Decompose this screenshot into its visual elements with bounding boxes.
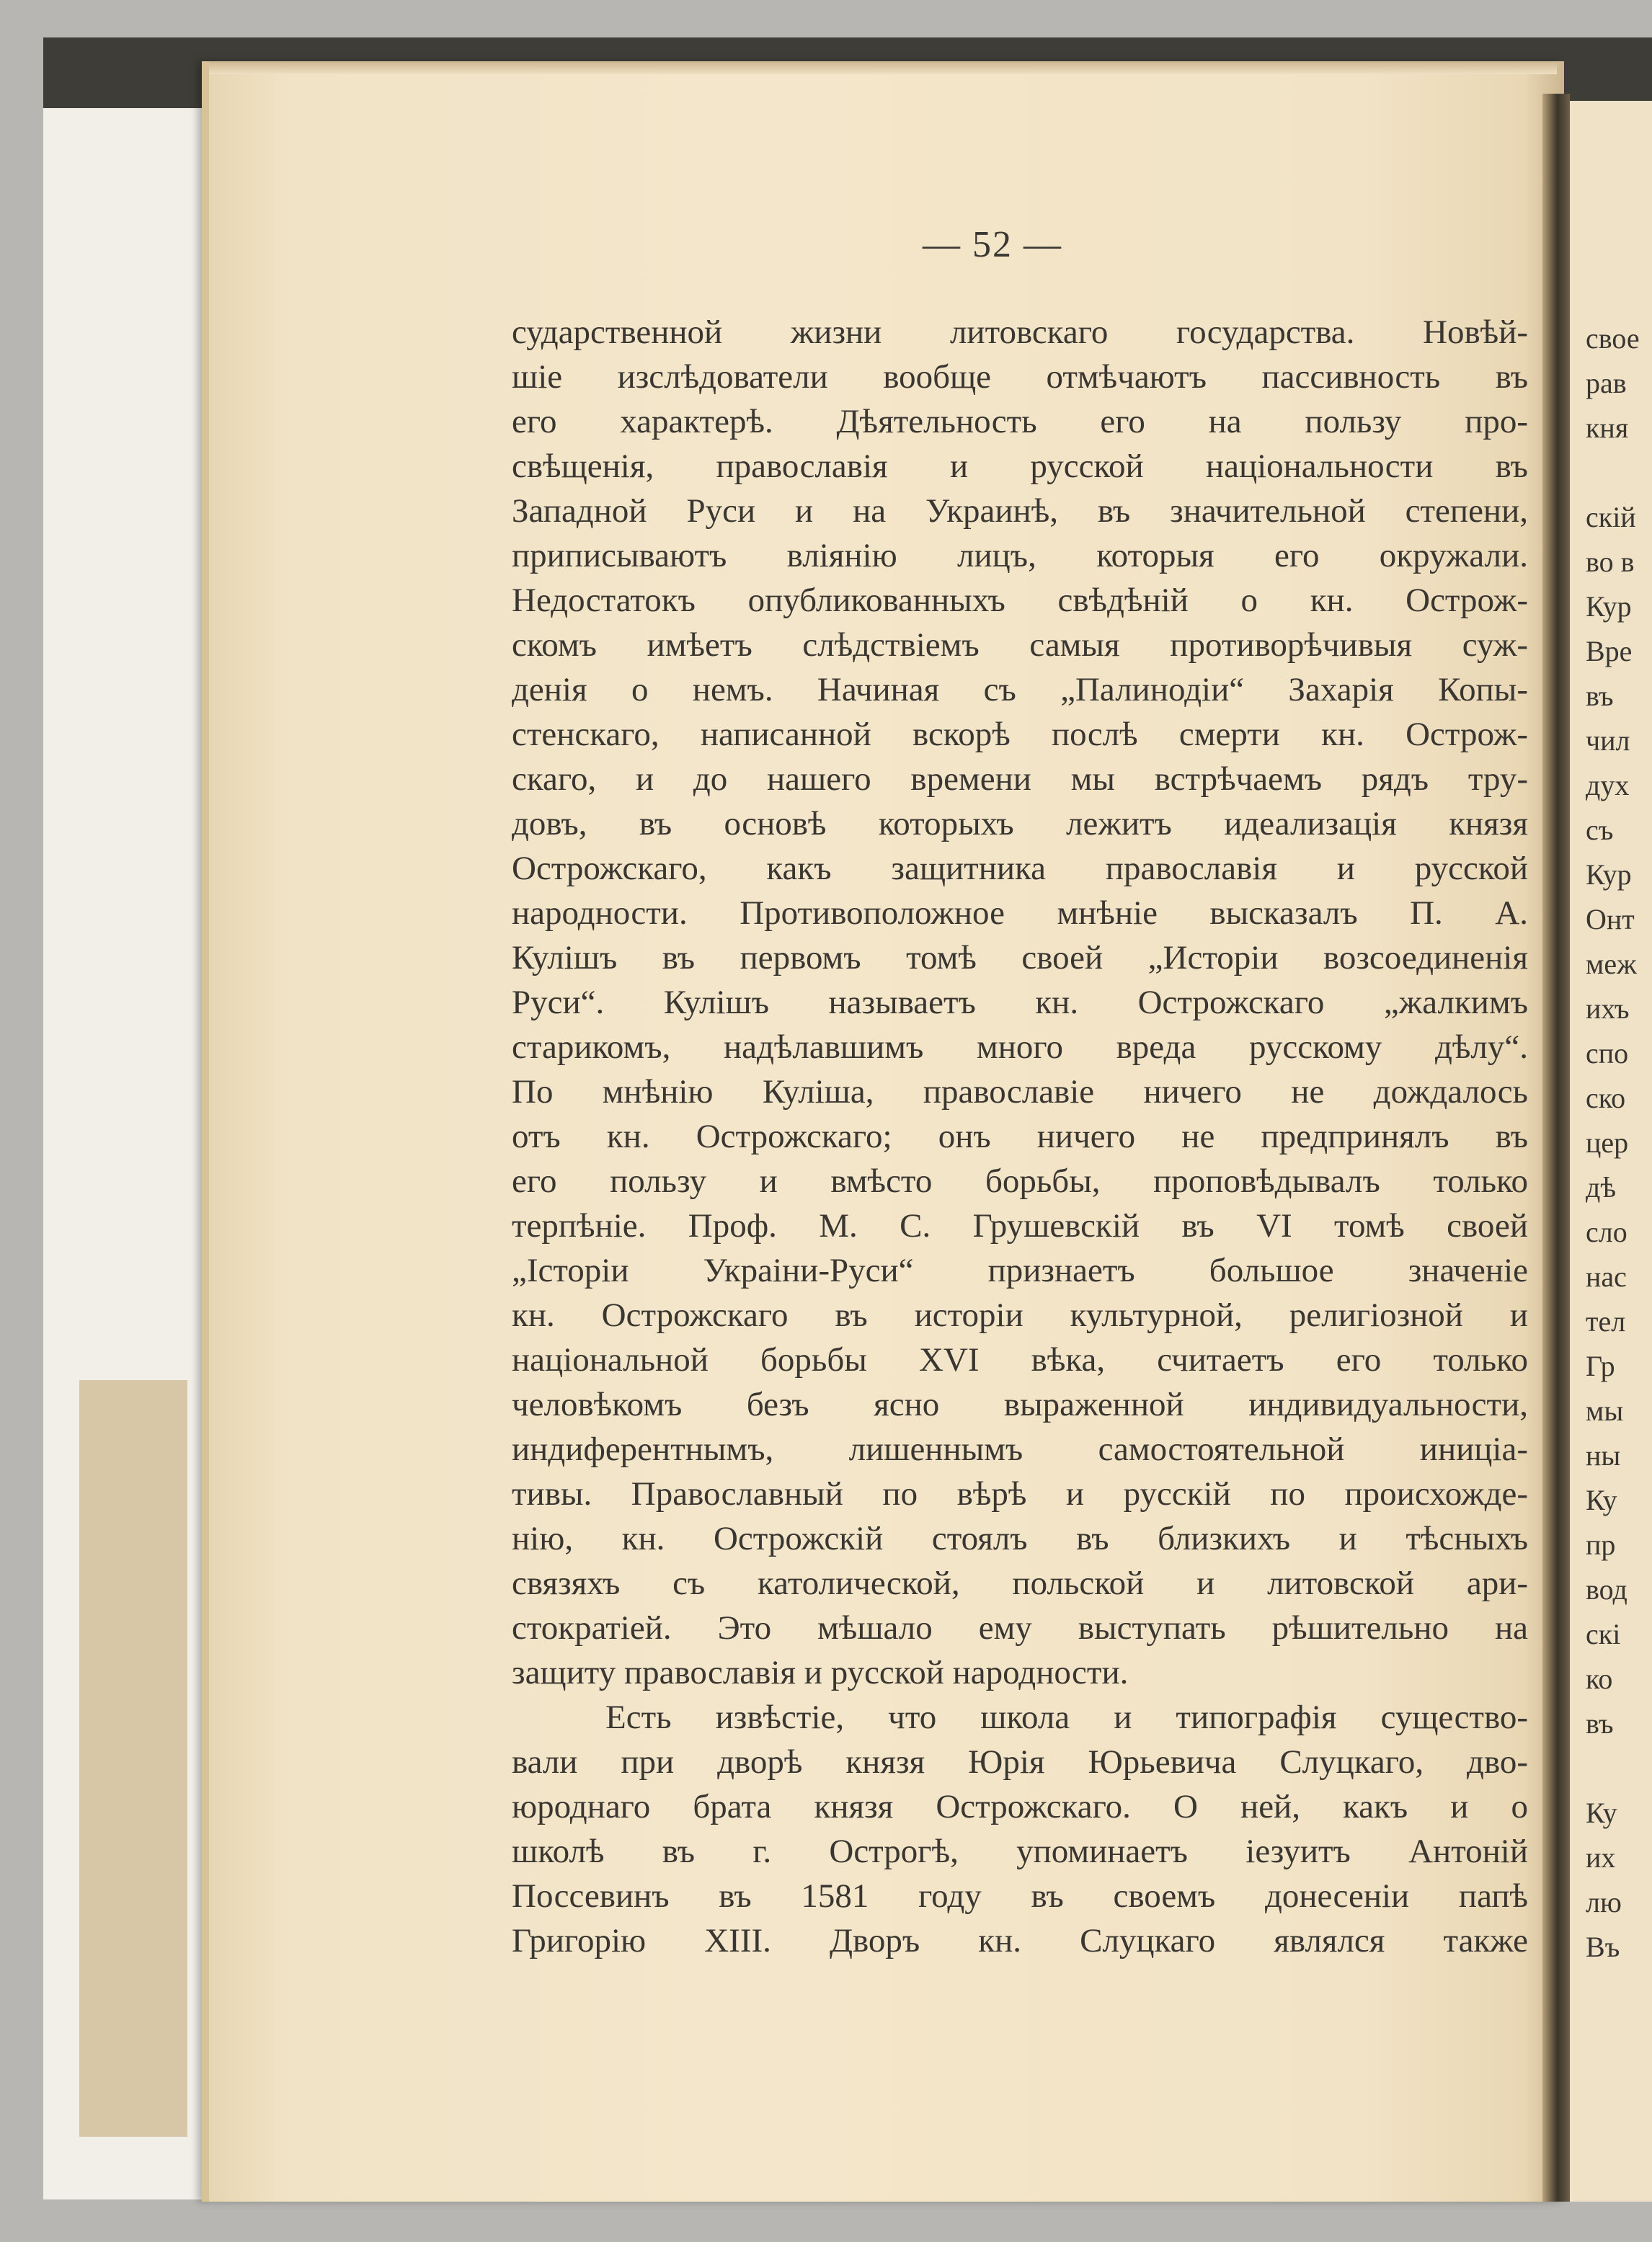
next-page-fragment: Кур — [1586, 858, 1632, 891]
text-line: школѣ въ г. Острогѣ, упоминаетъ іезуитъ Антоній — [512, 1833, 1528, 1870]
page-text — [512, 310, 1528, 1963]
next-page-fragment: дух — [1586, 769, 1630, 801]
text-line: Кулішъ въ первомъ томѣ своей „Исторіи возсоединенія — [512, 939, 1528, 977]
next-page-fragment: чил — [1586, 724, 1630, 757]
text-line: его пользу и вмѣсто борьбы, проповѣдывалъ только — [512, 1162, 1528, 1200]
next-page-fragment: цер — [1586, 1126, 1629, 1159]
next-page-fragment: Гр — [1586, 1350, 1615, 1382]
next-page-fragment: мы — [1586, 1394, 1624, 1427]
next-page-fragment: тел — [1586, 1305, 1626, 1338]
text-line: Поссевинъ въ 1581 году въ своемъ донесеніи папѣ — [512, 1877, 1528, 1915]
next-page-fragment: кня — [1586, 412, 1629, 444]
next-page-fragment: Ку — [1586, 1484, 1617, 1516]
text-line: юроднаго брата князя Острожскаго. О ней, какъ и о — [512, 1788, 1528, 1825]
text-line: скаго, и до нашего времени мы встрѣчаемъ рядъ тру- — [512, 760, 1528, 798]
next-page-fragment: ны — [1586, 1439, 1621, 1472]
text-line: сударственной жизни литовскаго государства. Новѣй- — [512, 313, 1528, 351]
next-page-fragment: во в — [1586, 546, 1635, 578]
text-line: терпѣніе. Проф. М. С. Грушевскій въ VI томѣ своей — [512, 1207, 1528, 1245]
next-page-fragment: ско — [1586, 1082, 1626, 1114]
next-page-fragment: сло — [1586, 1216, 1627, 1248]
text-line: Руси“. Кулішъ называетъ кн. Острожскаго „жалкимъ — [512, 984, 1528, 1021]
text-line: По мнѣнію Куліша, православіе ничего не дождалось — [512, 1073, 1528, 1111]
next-page-fragment: их — [1586, 1841, 1616, 1874]
next-page-fragment: въ — [1586, 1707, 1614, 1740]
page-number: — 52 — — [923, 224, 1062, 265]
text-line: довъ, въ основѣ которыхъ лежитъ идеализація князя — [512, 805, 1528, 842]
text-line: Недостатокъ опубликованныхъ свѣдѣній о кн. Острож- — [512, 582, 1528, 619]
text-line: индиферентнымъ, лишеннымъ самостоятельной иниціа- — [512, 1431, 1528, 1468]
text-line: отъ кн. Острожскаго; онъ ничего не предпринялъ въ — [512, 1118, 1528, 1155]
text-line: нію, кн. Острожскій стоялъ въ близкихъ и тѣсныхъ — [512, 1520, 1528, 1557]
next-page-fragment: меж — [1586, 948, 1637, 980]
next-page-fragment: вод — [1586, 1573, 1627, 1606]
text-line: стократіей. Это мѣшало ему выступать рѣшительно на — [512, 1609, 1528, 1647]
text-line: приписываютъ вліянію лицъ, которыя его окружали. — [512, 537, 1528, 574]
next-page-edge — [1570, 101, 1652, 2202]
next-page-fragment: Онт — [1586, 903, 1635, 935]
next-page-fragment: спо — [1586, 1037, 1629, 1069]
text-line: шіе изслѣдователи вообще отмѣчаютъ пассивность въ — [512, 358, 1528, 396]
text-line: Есть извѣстіе, что школа и типографія существо- — [605, 1699, 1528, 1736]
text-line: денія о немъ. Начиная съ „Палинодіи“ Захарія Копы- — [512, 671, 1528, 708]
next-page-fragment: въ — [1586, 680, 1614, 712]
text-line: кн. Острожскаго въ исторіи культурной, религіозной и — [512, 1296, 1528, 1334]
next-page-fragment: Кур — [1586, 590, 1632, 623]
next-page-fragment: рав — [1586, 367, 1627, 399]
text-line: вали при дворѣ князя Юрія Юрьевича Слуцкаго, дво- — [512, 1743, 1528, 1781]
next-page-fragment: Въ — [1586, 1931, 1620, 1963]
next-page-fragment: ихъ — [1586, 992, 1630, 1025]
text-line: человѣкомъ безъ ясно выраженной индивидуальности, — [512, 1386, 1528, 1423]
text-line: Григорію XIII. Дворъ кн. Слуцкаго являлся также — [512, 1922, 1528, 1959]
text-line: его характерѣ. Дѣятельность его на пользу про- — [512, 403, 1528, 440]
text-line: связяхъ съ католической, польской и литовской ари- — [512, 1565, 1528, 1602]
text-line: стенскаго, написанной вскорѣ послѣ смерти кн. Острож- — [512, 716, 1528, 753]
left-paper-strip — [79, 1380, 187, 2137]
page-top-edge — [209, 61, 1557, 74]
text-line: тивы. Православный по вѣрѣ и русскій по происхожде- — [512, 1475, 1528, 1513]
text-line: Острожскаго, какъ защитника православія и русской — [512, 850, 1528, 887]
next-page-fragment: пр — [1586, 1529, 1616, 1561]
next-page-fragment: свое — [1586, 322, 1640, 355]
text-line: народности. Противоположное мнѣніе высказалъ П. А. — [512, 894, 1528, 932]
text-line: Западной Руси и на Украинѣ, въ значительной степени, — [512, 492, 1528, 530]
text-line: національной борьбы XVI вѣка, считаетъ его только — [512, 1341, 1528, 1379]
next-page-fragment: скій — [1586, 501, 1636, 533]
next-page-fragment: Ку — [1586, 1797, 1617, 1829]
text-line: старикомъ, надѣлавшимъ много вреда русскому дѣлу“. — [512, 1028, 1528, 1066]
text-line: свѣщенія, православія и русской національности въ — [512, 448, 1528, 485]
text-line: „Історіи Украіни-Руси“ признаетъ большое значеніе — [512, 1252, 1528, 1289]
next-page-fragment: ко — [1586, 1663, 1613, 1695]
next-page-fragment: съ — [1586, 814, 1614, 846]
next-page-fragment: нас — [1586, 1260, 1627, 1293]
text-line: скомъ имѣетъ слѣдствіемъ самыя противорѣчивыя суж- — [512, 626, 1528, 664]
next-page-fragment: скі — [1586, 1618, 1621, 1650]
next-page-fragment: лю — [1586, 1886, 1622, 1918]
next-page-fragment: Вре — [1586, 635, 1633, 667]
next-page-fragment: дѣ — [1586, 1171, 1617, 1204]
text-line: защиту православія и русской народности. — [512, 1654, 1129, 1691]
book-gutter — [1542, 94, 1570, 2202]
